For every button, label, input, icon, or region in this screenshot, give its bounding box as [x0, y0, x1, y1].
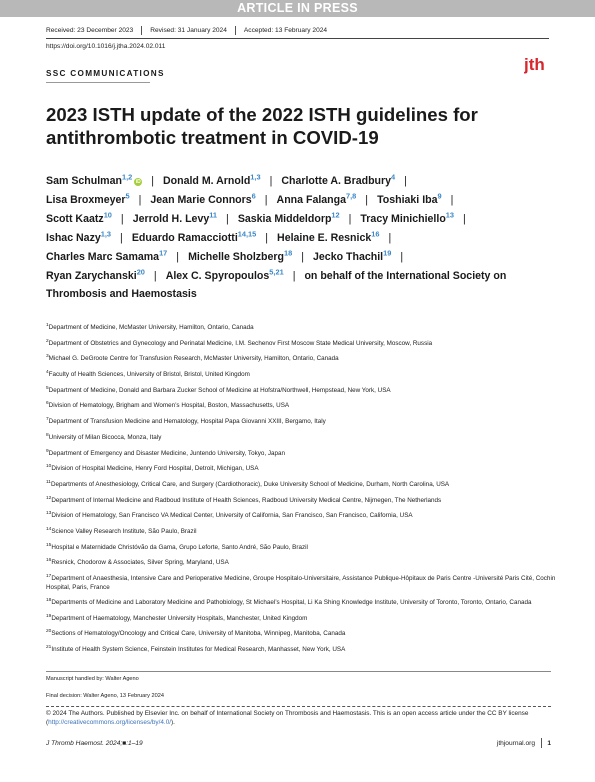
- author-name[interactable]: Sam Schulman: [46, 175, 122, 187]
- affiliation-text: Division of Hospital Medicine, Henry Ford Hospital, Detroit, Michigan, USA: [51, 465, 259, 473]
- author-separator: |: [301, 250, 305, 263]
- affiliation-item: [46, 400, 556, 411]
- affiliation-text: Departments of Medicine and Laboratory Medicine and Pathobiology, St Michael’s Hospital, Li Ka Shing Knowledge Institute, University of Toronto, Toronto, Ontario, Canada: [51, 599, 532, 607]
- divider: [141, 26, 142, 35]
- affiliation-text: Department of Anaesthesia, Intensive Care and Perioperative Medicine, Groupe Hospitalo-Universitaire, Assistance Publique-Hôpitaux de Paris Centre -Université Paris Cité, Cochin Hospital, Paris, France: [46, 575, 556, 591]
- affiliation-number: 8: [46, 432, 49, 438]
- affiliation-number: 15: [46, 542, 52, 548]
- affiliation-number: 10: [46, 464, 52, 470]
- author-name[interactable]: Lisa Broxmeyer: [46, 193, 126, 206]
- affiliation-number: 6: [46, 401, 49, 407]
- affiliation-text: Division of Hematology, San Francisco VA Medical Center, University of California, San Francisco, San Francisco, California, USA: [51, 512, 413, 520]
- affiliation-item: [46, 448, 556, 459]
- affiliation-item: [46, 353, 556, 364]
- affiliation-item: [46, 369, 556, 380]
- affiliation-text: Hospital e Maternidade Christóvão da Gama, Grupo Leforte, Santo André, São Paulo, Brazil: [51, 543, 308, 551]
- accepted-date: Accepted: 13 February 2024: [243, 27, 328, 34]
- affiliation-item: [46, 542, 556, 553]
- final-decision: Final decision: Walter Ageno, 13 February 2024: [46, 693, 164, 699]
- author-separator: |: [176, 250, 180, 263]
- author-separator: |: [226, 212, 229, 225]
- author-name[interactable]: Ryan Zarychanski: [46, 269, 137, 282]
- license-end: ).: [171, 718, 175, 726]
- author-line: [46, 229, 556, 248]
- divider: [541, 738, 542, 748]
- author-line: [46, 191, 556, 210]
- license-rule: [46, 706, 551, 707]
- affiliation-number: 9: [46, 448, 49, 454]
- affiliation-number: 19: [46, 613, 52, 619]
- affiliation-number: 12: [46, 495, 52, 501]
- author-name[interactable]: Eduardo Ramacciotti: [131, 231, 238, 244]
- logo-text: jth: [524, 55, 545, 74]
- author-affiliation-ref[interactable]: 5: [125, 191, 130, 201]
- affiliation-text: Department of Internal Medicine and Radboud Institute of Health Sciences, Radboud University Medical Centre, Nijmegen, The Netherlands: [51, 496, 442, 504]
- affiliation-item: [46, 495, 556, 506]
- orcid-icon[interactable]: iD: [135, 179, 141, 185]
- affiliation-text: Department of Medicine, McMaster University, Hamilton, Ontario, Canada: [48, 324, 254, 332]
- affiliation-item: [46, 573, 556, 592]
- affiliation-text: Department of Transfusion Medicine and Hematology, Hospital Papa Giovanni XXIII, Bergamo, Italy: [48, 418, 326, 426]
- affiliation-text: Departments of Anesthesiology, Critical Care, and Surgery (Cardiothoracic), Duke University School of Medicine, Durham, North Carolina, USA: [50, 480, 450, 488]
- author-separator: |: [450, 193, 454, 206]
- affiliation-number: 16: [46, 558, 52, 564]
- author-separator: |: [264, 193, 268, 206]
- affiliation-item: [46, 628, 556, 639]
- author-name[interactable]: Alex C. Spyropoulos: [165, 269, 270, 282]
- author-affiliation-ref[interactable]: 4: [391, 172, 396, 182]
- author-affiliation-ref[interactable]: 10: [103, 210, 112, 220]
- affiliation-number: 5: [46, 385, 49, 391]
- received-date: Received: 23 December 2023: [46, 27, 134, 34]
- author-affiliation-ref[interactable]: 13: [445, 210, 455, 220]
- author-affiliation-ref[interactable]: 18: [284, 248, 293, 258]
- author-name[interactable]: Jecko Thachil: [313, 250, 384, 263]
- author-affiliation-ref[interactable]: 17: [159, 248, 168, 258]
- license-notice: [46, 710, 551, 727]
- affiliation-item: [46, 526, 556, 537]
- author-list: [46, 172, 556, 304]
- journal-citation: J Thromb Haemost. 2024;■:1–19: [46, 740, 143, 747]
- article-in-press-banner: ARTICLE IN PRESS: [0, 0, 595, 17]
- author-name[interactable]: Charles Marc Samama: [46, 250, 160, 263]
- author-name[interactable]: Toshiaki Iba: [377, 193, 438, 206]
- journal-site-link[interactable]: jthjournal.org: [496, 740, 535, 747]
- author-separator: |: [138, 193, 142, 206]
- affiliation-number: 3: [46, 354, 49, 360]
- article-title: 2023 ISTH update of the 2022 ISTH guidelines for antithrombotic treatment in COVID-19: [46, 104, 478, 148]
- author-name[interactable]: Scott Kaatz: [46, 212, 104, 225]
- affiliation-number: 4: [46, 370, 49, 376]
- affiliation-text: Department of Haematology, Manchester University Hospitals, Manchester, United Kingdom: [51, 614, 308, 622]
- author-line: [46, 210, 556, 229]
- author-separator: |: [151, 175, 154, 187]
- affiliation-item: [46, 479, 556, 490]
- author-name[interactable]: Anna Falanga: [276, 193, 347, 206]
- author-name[interactable]: Jerrold H. Levy: [132, 212, 210, 225]
- author-separator: |: [463, 212, 466, 225]
- author-affiliation-ref[interactable]: 20: [136, 267, 145, 276]
- affiliation-text: Department of Medicine, Donald and Barbara Zucker School of Medicine at Hofstra/Northwell, Hempstead, New York, USA: [48, 386, 391, 394]
- author-line: [46, 172, 556, 191]
- footnote-rule: [46, 671, 551, 672]
- author-name[interactable]: Tracy Minichiello: [360, 212, 446, 225]
- author-name[interactable]: Donald M. Arnold: [163, 175, 251, 187]
- license-link[interactable]: http://creativecommons.org/licenses/by/4.0/: [48, 718, 172, 726]
- affiliation-text: Institute of Health System Science, Feinstein Institutes for Medical Research, Manhasset, New York, USA: [51, 646, 346, 654]
- author-separator: |: [153, 269, 157, 282]
- affiliation-item: [46, 385, 556, 396]
- author-separator: |: [269, 175, 273, 187]
- author-name[interactable]: Saskia Middeldorp: [237, 212, 332, 225]
- affiliation-number: 14: [46, 526, 52, 532]
- author-line: [46, 248, 556, 267]
- author-separator: |: [400, 250, 404, 263]
- affiliation-text: Faculty of Health Sciences, University of Bristol, Bristol, United Kingdom: [48, 371, 250, 379]
- affiliation-number: 2: [46, 338, 49, 344]
- affiliation-number: 13: [46, 511, 52, 517]
- manuscript-handled: Manuscript handled by: Walter Ageno: [46, 676, 139, 682]
- author-separator: |: [365, 193, 369, 206]
- affiliation-text: Sections of Hematology/Oncology and Critical Care, University of Manitoba, Winnipeg, Manitoba, Canada: [51, 630, 346, 638]
- author-separator: |: [265, 231, 269, 244]
- affiliation-item: [46, 510, 556, 521]
- divider: [235, 26, 236, 35]
- affiliation-number: 18: [46, 598, 52, 604]
- affiliation-item: [46, 322, 556, 333]
- author-affiliation-ref[interactable]: 1,3: [250, 172, 261, 182]
- affiliation-number: 20: [46, 629, 52, 635]
- author-separator: |: [404, 175, 407, 187]
- affiliation-item: [46, 644, 556, 655]
- author-name[interactable]: Michelle Sholzberg: [188, 250, 285, 263]
- author-name[interactable]: Helaine E. Resnick: [277, 231, 372, 244]
- author-separator: |: [292, 269, 296, 282]
- affiliation-number: 17: [46, 574, 52, 579]
- author-name[interactable]: on behalf of the International Society on Thrombosis and Haemostasis: [46, 269, 507, 301]
- author-separator: |: [348, 212, 352, 225]
- page-number: 1: [547, 740, 551, 747]
- affiliation-number: 21: [46, 645, 52, 651]
- affiliation-item: [46, 613, 556, 624]
- author-affiliation-ref[interactable]: 14,15: [237, 229, 257, 239]
- affiliation-number: 11: [46, 479, 51, 485]
- author-name[interactable]: Charlotte A. Bradbury: [281, 175, 392, 187]
- author-name[interactable]: Jean Marie Connors: [150, 193, 252, 206]
- author-affiliation-ref[interactable]: 1,3: [100, 229, 112, 239]
- affiliation-item: [46, 338, 556, 349]
- jth-logo: [524, 54, 550, 74]
- affiliation-number: 1: [46, 323, 49, 328]
- author-affiliation-ref[interactable]: 11: [209, 210, 218, 220]
- author-separator: |: [120, 212, 124, 225]
- affiliation-text: Science Valley Research Institute, São Paulo, Brazil: [51, 528, 197, 536]
- author-affiliation-ref[interactable]: 5,21: [269, 267, 284, 276]
- license-text: © 2024 The Authors. Published by Elsevier Inc. on behalf of International Society on Thrombosis and Haemostasis. This is an open access article under the CC BY license (: [46, 710, 529, 726]
- affiliation-list: [46, 322, 556, 660]
- author-affiliation-ref[interactable]: 19: [383, 248, 392, 258]
- author-affiliation-ref[interactable]: 6: [251, 191, 256, 201]
- affiliation-text: University of Milan Bicocca, Monza, Italy: [48, 433, 162, 441]
- author-affiliation-ref[interactable]: 9: [437, 191, 442, 201]
- affiliation-text: Department of Obstetrics and Gynecology and Perinatal Medicine, I.M. Sechenov First Moscow State Medical University, Moscow, Russia: [48, 339, 433, 347]
- affiliation-text: Division of Hematology, Brigham and Women’s Hospital, Boston, Massachusetts, USA: [48, 402, 290, 410]
- header-rule: [46, 38, 549, 39]
- affiliation-item: [46, 597, 556, 608]
- section-rule: [46, 82, 150, 83]
- affiliation-text: Resnick, Chodorow & Associates, Silver Spring, Maryland, USA: [51, 559, 229, 567]
- affiliation-text: Department of Emergency and Disaster Medicine, Juntendo University, Tokyo, Japan: [48, 449, 286, 457]
- revised-date: Revised: 31 January 2024: [150, 27, 227, 34]
- doi-link[interactable]: https://doi.org/10.1016/j.jtha.2024.02.011: [46, 43, 166, 50]
- author-name[interactable]: Ishac Nazy: [46, 231, 101, 244]
- author-separator: |: [120, 231, 123, 244]
- affiliation-item: [46, 557, 556, 568]
- article-dates: [46, 26, 327, 35]
- affiliation-number: 7: [46, 417, 49, 423]
- author-line: [46, 267, 556, 305]
- author-affiliation-ref[interactable]: 16: [371, 229, 380, 239]
- section-label: SSC COMMUNICATIONS: [46, 69, 165, 78]
- author-affiliation-ref[interactable]: 1,2: [121, 172, 133, 182]
- affiliation-item: [46, 463, 556, 474]
- affiliation-item: [46, 432, 556, 443]
- affiliation-text: Michael G. DeGroote Centre for Transfusion Research, McMaster University, Hamilton, Ontario, Canada: [48, 355, 339, 363]
- author-affiliation-ref[interactable]: 12: [331, 210, 340, 220]
- author-separator: |: [388, 231, 392, 244]
- author-affiliation-ref[interactable]: 7,8: [346, 191, 357, 201]
- affiliation-item: [46, 416, 556, 427]
